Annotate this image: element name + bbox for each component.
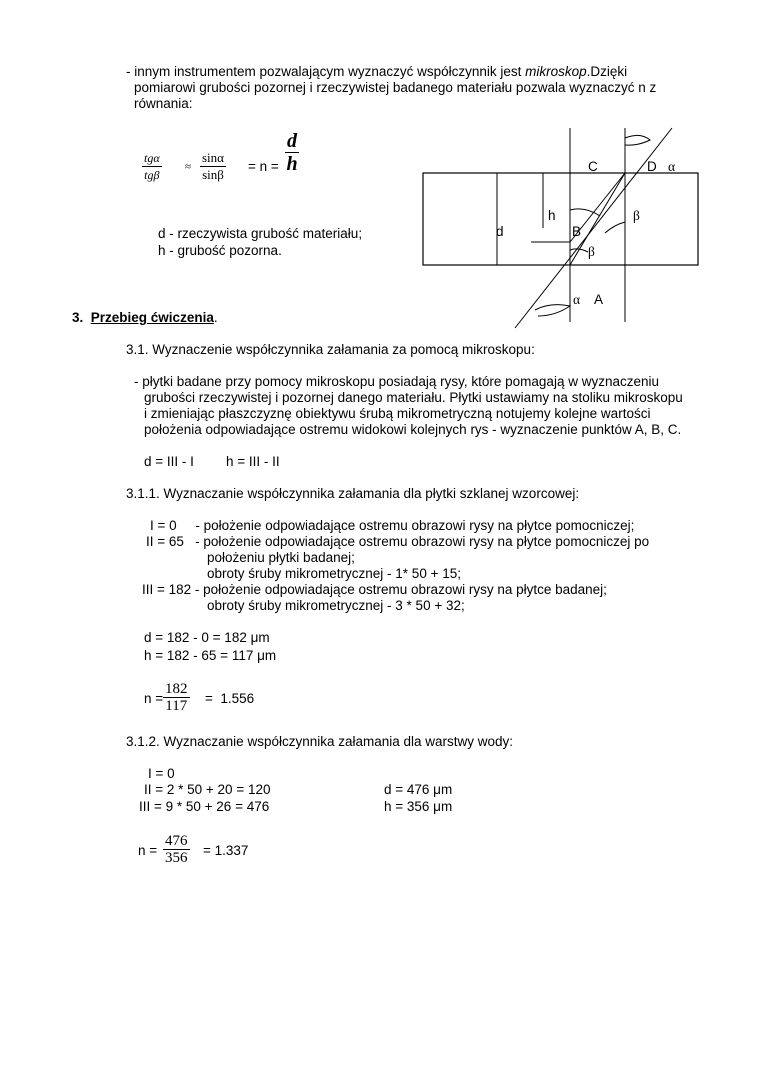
s31-para-4: położenia odpowiadające ostremu widokowi kolejnych rys - wyznaczenie punktów A, B, C. — [144, 422, 682, 437]
label-C: C — [588, 159, 598, 174]
arc-beta-right — [605, 222, 625, 233]
d-numerator: d — [287, 130, 297, 152]
s31-eq-d: d = III - I — [144, 454, 194, 469]
refraction-diagram — [0, 0, 760, 340]
intro-text-a: - innym instrumentem pozwalającym wyznaczyć współczynnik jest — [126, 64, 526, 79]
label-beta-bottom: β — [588, 244, 595, 259]
s312-n-label: n = — [138, 843, 158, 858]
s312-I-line: I = 0 — [148, 766, 175, 781]
intro-text-b: .Dzięki — [586, 64, 628, 79]
intro-line-2: pomiarowi grubości pozornej i rzeczywistej badanego materiału pozwala wyznaczyć n z — [134, 80, 657, 95]
label-D: D — [647, 159, 657, 174]
label-alpha-bottom: α — [573, 292, 581, 307]
def-d: d - rzeczywista grubość materiału; — [158, 226, 363, 241]
sin-numerator: sinα — [202, 150, 224, 165]
s311-n-label: n = — [144, 691, 164, 706]
s311-II-cont-2: obroty śruby mikrometrycznej - 1* 50 + 15; — [207, 566, 461, 581]
section-3-heading — [72, 310, 218, 326]
s31-para-3: i zmieniając płaszczyznę obiektywu śrubą mikrometryczną notujemy kolejne wartości — [144, 406, 651, 421]
s31-para-1: - płytki badane przy pomocy mikroskopu posiadają rysy, które pomagają w wyznaczeniu — [134, 374, 659, 389]
s311-n-fraction — [163, 681, 190, 714]
s311-n-result: = 1.556 — [205, 691, 255, 706]
s31-eq-h: h = III - II — [226, 454, 280, 469]
s311-III-cont: obroty śruby mikrometrycznej - 3 * 50 + 32; — [207, 598, 465, 613]
s311-n-denominator: 117 — [165, 698, 188, 714]
s312-n-result: = 1.337 — [203, 843, 249, 858]
section-3-period: . — [213, 310, 218, 325]
approx-sign: ≈ — [185, 161, 192, 173]
label-A: A — [594, 292, 604, 307]
s311-II-line: II = 65 - położenie odpowiadające ostremu obrazowi rysy na płytce pomocniczej po — [146, 534, 650, 549]
h-denominator: h — [286, 153, 298, 175]
arc-alpha-bottom — [535, 305, 570, 316]
s311-n-numerator: 182 — [165, 681, 188, 697]
section-3-title: Przebieg ćwiczenia — [90, 310, 214, 325]
s31-heading: 3.1. Wyznaczenie współczynnika załamania za pomocą mikroskopu: — [126, 342, 535, 357]
s311-I-line: I = 0 - położenie odpowiadające ostremu obrazowi rysy na płytce pomocniczej; — [150, 518, 635, 533]
s312-h-val: h = 356 μm — [384, 799, 453, 814]
def-h: h - grubość pozorna. — [158, 243, 282, 258]
s312-d-val: d = 476 μm — [384, 782, 453, 797]
s311-d-calc: d = 182 - 0 = 182 μm — [144, 630, 270, 645]
section-3-number: 3. — [72, 310, 84, 325]
s311-heading: 3.1.1. Wyznaczanie współczynnika załamania dla płytki szklanej wzorcowej: — [126, 486, 580, 501]
tg-numerator: tgα — [144, 151, 160, 165]
intro-line-3: równania: — [134, 96, 193, 111]
label-h: h — [548, 208, 556, 223]
label-beta-right: β — [633, 208, 640, 223]
label-d: d — [496, 224, 504, 239]
tg-denominator: tgβ — [144, 168, 160, 182]
refracted-ray — [570, 173, 625, 265]
s311-II-cont-1: położeniu płytki badanej; — [207, 550, 355, 565]
label-alpha-top: α — [668, 159, 676, 174]
sin-denominator: sinβ — [202, 167, 224, 182]
s312-n-fraction — [163, 833, 190, 866]
s312-III-line: III = 9 * 50 + 26 = 476 — [139, 799, 270, 814]
s312-n-denominator: 356 — [165, 850, 188, 866]
s31-para-2: grubości rzeczywistej i pozornej danego materiału. Płytki ustawiamy na stoliku mikroskopu — [144, 390, 683, 405]
s311-III-line: III = 182 - położenie odpowiadające ostremu obrazowi rysy na płytce badanej; — [142, 582, 607, 597]
s312-heading: 3.1.2. Wyznaczanie współczynnika załamania dla warstwy wody: — [126, 734, 514, 749]
label-B: B — [572, 224, 582, 239]
s312-II-line: II = 2 * 50 + 20 = 120 — [144, 782, 271, 797]
equals-n: = n = — [248, 159, 279, 174]
intro-emphasis: mikroskop — [525, 64, 587, 79]
s311-h-calc: h = 182 - 65 = 117 μm — [144, 648, 277, 663]
arc-alpha-top — [625, 135, 650, 145]
plate-rect — [423, 173, 698, 265]
s312-n-numerator: 476 — [165, 833, 188, 849]
